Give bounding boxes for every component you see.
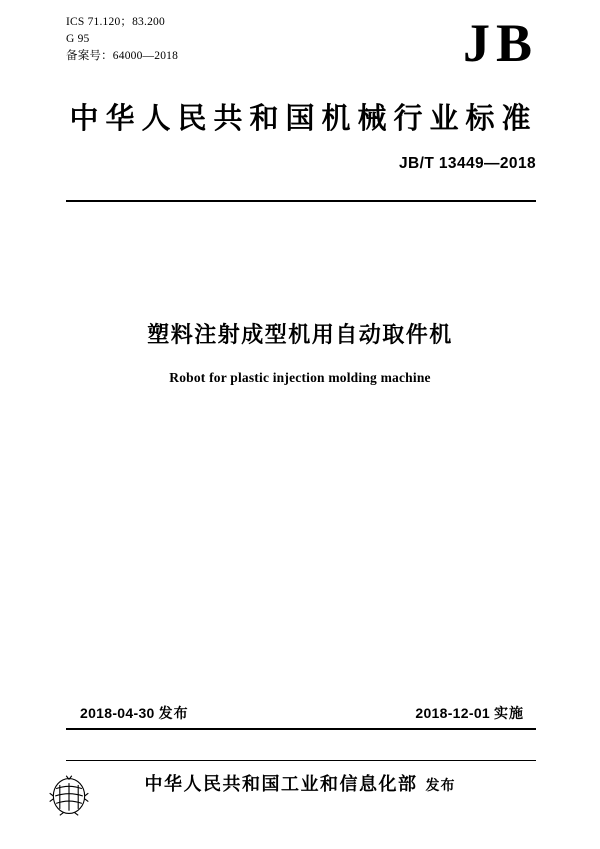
- header-metadata: [66, 14, 178, 65]
- implementation-date-block: [415, 703, 524, 723]
- divider-footer: [66, 760, 536, 761]
- standard-series-title: 中华人民共和国机械行业标准: [69, 101, 538, 135]
- implementation-label: 实施: [494, 706, 524, 722]
- implementation-date: 2018-12-01: [415, 705, 490, 721]
- record-number: 备案号：64000—2018: [66, 50, 179, 62]
- publisher-suffix: 发布: [425, 778, 456, 794]
- ics-code: ICS 71.120；83.200: [66, 16, 165, 28]
- divider-top: [66, 200, 536, 202]
- issue-date: 2018-04-30: [80, 705, 155, 721]
- publisher-name: 中华人民共和国工业和信息化部: [144, 774, 418, 795]
- classification-code: G 95: [66, 33, 90, 45]
- document-title-chinese: 塑料注射成型机用自动取件机: [147, 323, 453, 348]
- issue-label: 发布: [158, 706, 189, 722]
- document-title-english: Robot for plastic injection molding machine: [169, 370, 431, 385]
- issue-date-block: [80, 703, 189, 723]
- standard-number: JB/T 13449—2018: [399, 155, 536, 172]
- publisher-line: [0, 770, 600, 796]
- divider-bottom: [66, 728, 536, 730]
- jb-logo: JB: [462, 13, 538, 73]
